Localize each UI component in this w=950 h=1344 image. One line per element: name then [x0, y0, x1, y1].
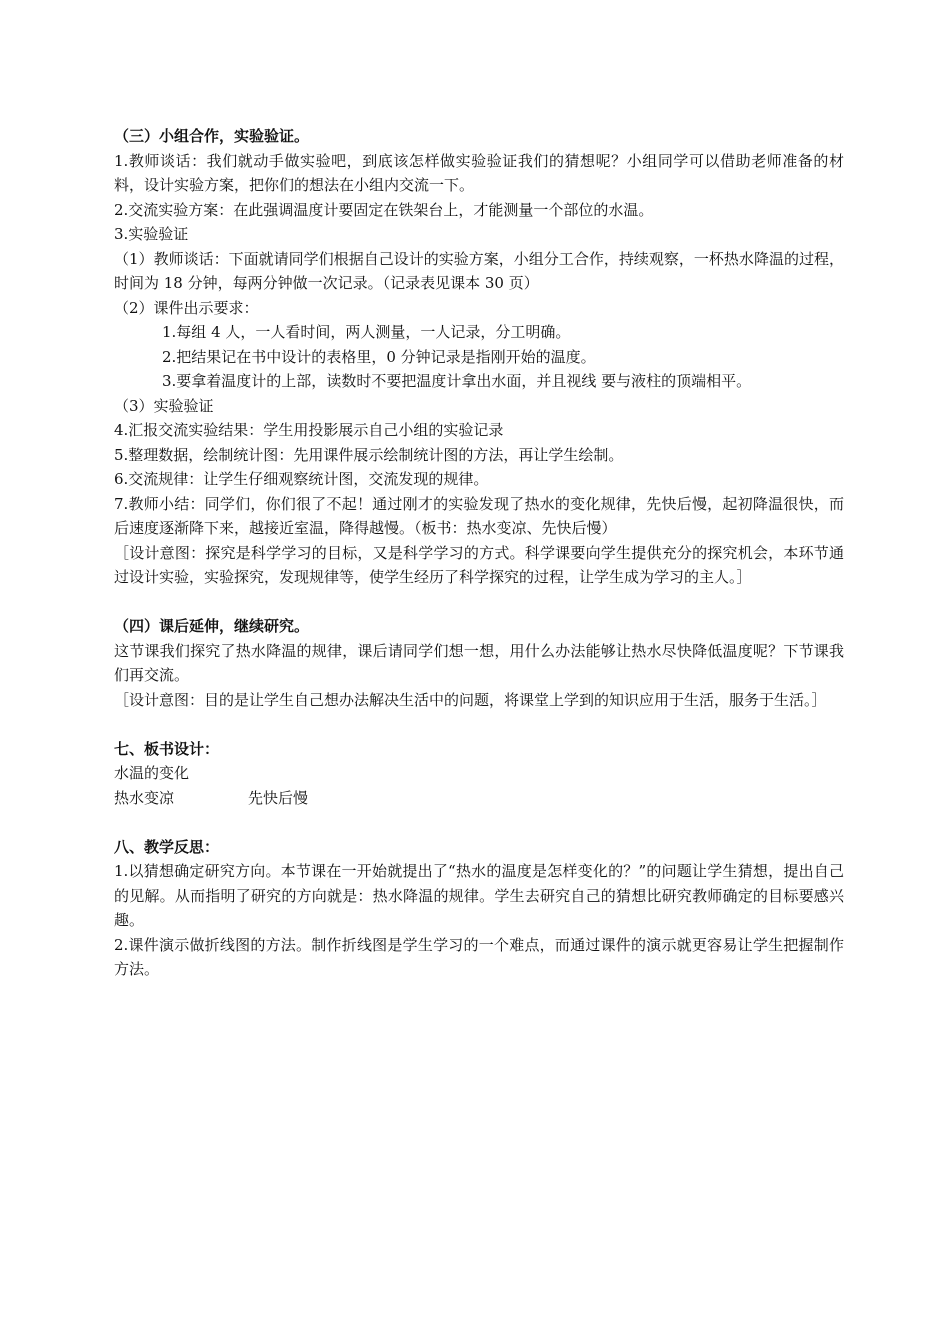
section4-heading: （四）课后延伸，继续研究。 — [114, 617, 310, 635]
section4-paragraph-1: 这节课我们探究了热水降温的规律，课后请同学们想一想，用什么办法能够让热水尽快降低温度呢？下节课我们再交流。 — [114, 641, 844, 684]
section3-paragraph-7: 7.教师小结：同学们，你们很了不起！通过刚才的实验发现了热水的变化规律，先快后慢，起初降温很快，而后速度逐渐降下来，越接近室温，降得越慢。（板书：热水变凉、先快后慢） — [114, 494, 844, 537]
spacer — [114, 590, 844, 615]
section3-paragraph-6: 6.交流规律：让学生仔细观察统计图，交流发现的规律。 — [114, 470, 489, 488]
document-page — [114, 124, 844, 982]
section3-design-intent: ［设计意图：探究是科学学习的目标，又是科学学习的方式。科学课要向学生提供充分的探究机会，本环节通过设计实验，实验探究，发现规律等，使学生经历了科学探究的过程，让学生成为学习的主人。］ — [114, 543, 844, 586]
board-line-1: 水温的变化 — [114, 764, 190, 782]
section3-paragraph-5: 5.整理数据，绘制统计图：先用课件展示绘制统计图的方法，再让学生绘制。 — [114, 445, 624, 464]
section3-step-2: （2）课件出示要求： — [114, 298, 259, 317]
section3-paragraph-3: 3.实验验证 — [114, 225, 189, 243]
spacer — [114, 712, 844, 737]
section3-paragraph-1: 1.教师谈话：我们就动手做实验吧，到底该怎样做实验验证我们的猜想呢？小组同学可以借助老师准备的材料，设计实验方案，把你们的想法在小组内交流一下。 — [114, 151, 844, 194]
section8-paragraph-1: 1.以猜想确定研究方向。本节课在一开始就提出了“热水的温度是怎样变化的？”的问题让学生猜想，提出自己的见解。从而指明了研究的方向就是：热水降温的规律。学生去研究自己的猜想比研究教师确定的目标要感兴趣。 — [114, 862, 844, 929]
section8-paragraph-2: 2.课件演示做折线图的方法。制作折线图是学生学习的一个难点，而通过课件的演示就更容易让学生把握制作方法。 — [114, 935, 844, 978]
section7-heading: 七、板书设计： — [114, 739, 220, 758]
requirement-3: 3.要拿着温度计的上部，读数时不要把温度计拿出水面，并且视线 要与液柱的顶端相平。 — [162, 372, 752, 390]
spacer — [114, 810, 844, 835]
section3-heading: （三）小组合作，实验验证。 — [114, 127, 310, 145]
requirement-2: 2.把结果记在书中设计的表格里，0 分钟记录是指刚开始的温度。 — [162, 347, 596, 366]
board-item-cooling: 热水变凉 — [114, 788, 175, 807]
requirement-1: 1.每组 4 人，一人看时间，两人测量，一人记录，分工明确。 — [162, 323, 571, 341]
section3-paragraph-4: 4.汇报交流实验结果：学生用投影展示自己小组的实验记录 — [114, 421, 504, 439]
section4-design-intent: ［设计意图：目的是让学生自己想办法解决生活中的问题，将课堂上学到的知识应用于生活，服务于生活。］ — [114, 690, 827, 709]
board-line-2 — [114, 786, 844, 811]
section3-paragraph-2: 2.交流实验方案：在此强调温度计要固定在铁架台上，才能测量一个部位的水温。 — [114, 200, 654, 219]
section3-step-1: （1）教师谈话：下面就请同学们根据自己设计的实验方案，小组分工合作，持续观察，一杯热水降温的过程，时间为 18 分钟，每两分钟做一次记录。（记录表见课本 30 页） — [114, 249, 844, 292]
section3-step-3: （3）实验验证 — [114, 396, 214, 415]
board-item-fast-then-slow: 先快后慢 — [248, 788, 309, 807]
section8-heading: 八、教学反思： — [114, 837, 220, 856]
